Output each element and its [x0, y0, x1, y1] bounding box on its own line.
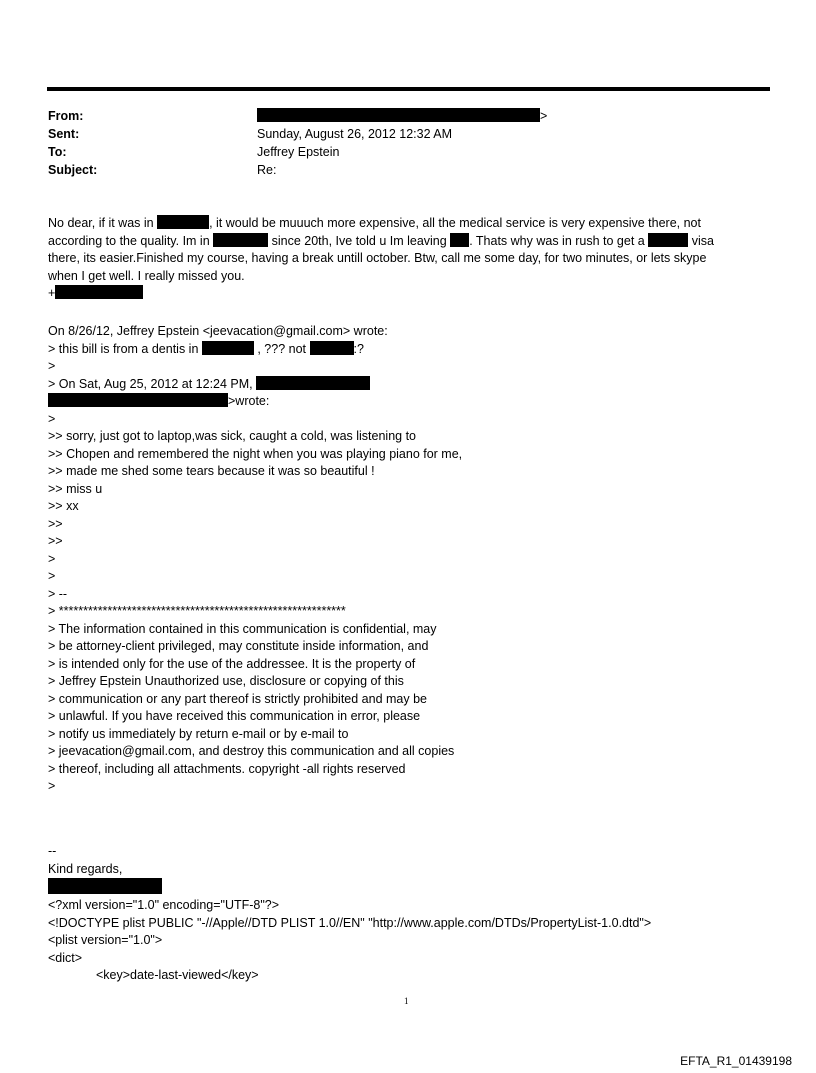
disclaimer-line: > jeevacation@gmail.com, and destroy this communication and all copies: [48, 744, 455, 758]
plist-snippet: [48, 897, 772, 985]
sent-label: Sent:: [48, 127, 80, 141]
text: according to the quality. Im in: [48, 233, 214, 248]
signature: [48, 843, 772, 896]
redaction-block: [310, 341, 354, 355]
to-label: To:: [48, 145, 67, 159]
redaction-block: [202, 341, 254, 355]
text: +: [48, 286, 56, 300]
disclaimer-line: > communication or any part thereof is strictly prohibited and may be: [48, 691, 428, 706]
quoted-line: >: [48, 551, 56, 566]
quoted-line: >> miss u: [48, 481, 103, 496]
plist-line: <dict>: [48, 950, 83, 965]
plist-line: <!DOCTYPE plist PUBLIC "-//Apple//DTD PLIST 1.0//EN" "http://www.apple.com/DTDs/PropertyList-1.0.dtd">: [48, 915, 652, 930]
message-body: [48, 215, 772, 303]
disclaimer-line: > notify us immediately by return e-mail or by e-mail to: [48, 726, 349, 741]
text: No dear, if it was in: [48, 216, 158, 230]
text: :?: [353, 341, 364, 356]
quoted-line: >>: [48, 516, 63, 531]
disclaimer-line: > be attorney-client privileged, may constitute inside information, and: [48, 639, 429, 653]
quoted-line: >: [48, 359, 56, 373]
quoted-line: >> made me shed some tears because it was so beautiful !: [48, 464, 375, 478]
disclaimer-line: > thereof, including all attachments. copyright -all rights reserved: [48, 761, 406, 776]
message-line: [48, 233, 772, 251]
quoted-line: [48, 376, 772, 394]
disclaimer-line: > is intended only for the use of the addressee. It is the property of: [48, 656, 416, 671]
disclaimer-line: > The information contained in this communication is confidential, may: [48, 621, 437, 636]
quoted-line: >> Chopen and remembered the night when you was playing piano for me,: [48, 446, 463, 461]
text: , ??? not: [253, 341, 310, 356]
quoted-intro: On 8/26/12, Jeffrey Epstein <jeevacation@gmail.com> wrote:: [48, 324, 388, 338]
redaction-block: [450, 233, 469, 247]
disclaimer-line: > unlawful. If you have received this communication in error, please: [48, 709, 421, 723]
message-line: when I get well. I really missed you.: [48, 268, 245, 283]
from-label: From:: [48, 109, 84, 123]
plist-line: <key>date-last-viewed</key>: [96, 968, 259, 982]
from-value: [257, 107, 547, 125]
redaction-block: [213, 233, 268, 247]
text: . Thats why was in rush to get a: [469, 233, 649, 248]
subject-value: Re:: [257, 163, 277, 177]
plist-line: <?xml version="1.0" encoding="UTF-8"?>: [48, 898, 280, 912]
signature-regards: Kind regards,: [48, 861, 123, 876]
text: > this bill is from a dentis in: [48, 341, 202, 356]
quoted-line: >> xx: [48, 499, 79, 513]
text: since 20th, Ive told u Im leaving: [268, 233, 451, 248]
message-line: [48, 215, 772, 233]
redaction-block: [48, 393, 228, 407]
quoted-line: >> sorry, just got to laptop,was sick, caught a cold, was listening to: [48, 429, 417, 443]
quoted-line: > ***********************************************************: [48, 604, 346, 618]
text: >wrote:: [228, 394, 270, 408]
quoted-line: [48, 341, 772, 359]
from-suffix: >: [540, 109, 548, 123]
quoted-line: >: [48, 779, 56, 793]
redaction-block: [256, 376, 370, 390]
redaction-block: [55, 285, 143, 299]
redaction-block: [157, 215, 209, 229]
redaction-block: [257, 108, 540, 122]
sent-value: Sunday, August 26, 2012 12:32 AM: [257, 127, 453, 141]
message-line: [48, 285, 772, 303]
page-number: 1: [404, 996, 409, 1006]
subject-label: Subject:: [48, 163, 98, 177]
text: , it would be muuuch more expensive, all the medical service is very expensive there, not: [209, 216, 701, 230]
header-rule: [47, 87, 770, 91]
signature-name: [48, 878, 772, 896]
quoted-line: >>: [48, 534, 63, 548]
quoted-thread: [48, 323, 772, 796]
quoted-line: [48, 393, 772, 411]
text: > On Sat, Aug 25, 2012 at 12:24 PM,: [48, 376, 253, 391]
text: visa: [688, 233, 714, 248]
signature-dashes: --: [48, 844, 57, 858]
redaction-block: [648, 233, 688, 247]
quoted-line: > --: [48, 586, 68, 601]
quoted-line: >: [48, 411, 56, 426]
quoted-line: >: [48, 569, 56, 583]
message-line: there, its easier.Finished my course, having a break untill october. Btw, call me some day, for two minutes, or lets skype: [48, 251, 707, 265]
disclaimer-line: > Jeffrey Epstein Unauthorized use, disclosure or copying of this: [48, 674, 404, 688]
to-value: Jeffrey Epstein: [257, 145, 340, 159]
bates-number: EFTA_R1_01439198: [680, 1054, 792, 1068]
plist-line: <plist version="1.0">: [48, 933, 163, 947]
redaction-block: [48, 878, 162, 894]
